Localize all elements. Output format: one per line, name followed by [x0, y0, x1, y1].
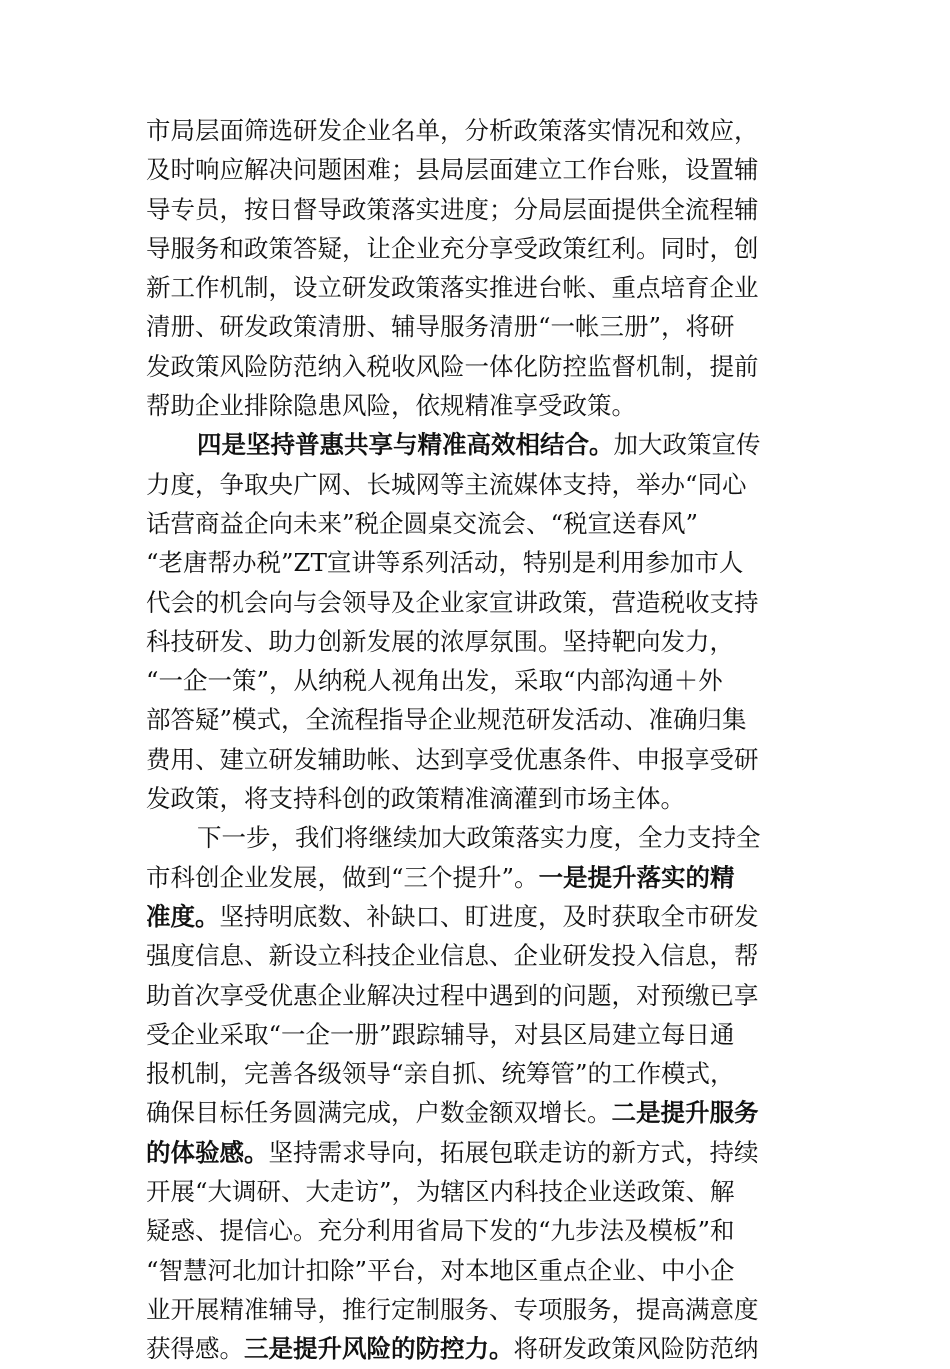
paragraph3-line-5: 助首次享受优惠企业解决过程中遇到的问题，对预缴已享: [146, 980, 759, 1010]
paragraph2-line-1-text: 加大政策宣传: [613, 430, 761, 460]
paragraph3-line-10: 开展“大调研、大走访”，为辖区内科技企业送政策、解: [146, 1177, 735, 1207]
paragraph2-line-8: 部答疑”模式，全流程指导企业规范研发活动、准确归集: [146, 705, 747, 735]
paragraph2-line-5: 代会的机会向与会领导及企业家宣讲政策，营造税收支持: [146, 587, 759, 617]
paragraph3-line-12: “智慧河北加计扣除”平台，对本地区重点企业、中小企: [146, 1255, 735, 1285]
paragraph3-line-6: 受企业采取“一企一册”跟踪辅导，对县区局建立每日通: [146, 1019, 735, 1049]
paragraph3-line-13: 业开展精准辅导，推行定制服务、专项服务，提高满意度: [146, 1294, 759, 1324]
paragraph2-line-2: 力度，争取央广网、长城网等主流媒体支持，举办“同心: [146, 469, 747, 499]
paragraph3-line-2: [146, 858, 806, 897]
paragraph3-line-7: 报机制，完善各级领导“亲自抓、统筹管”的工作模式，: [146, 1059, 735, 1089]
paragraph2-line-6: 科技研发、助力创新发展的浓厚氛围。坚持靶向发力，: [146, 626, 734, 656]
paragraph2-line-1: [146, 425, 806, 464]
paragraph3-line-9: [146, 1133, 806, 1172]
paragraph3-line-3-text: 坚持明底数、补缺口、盯进度，及时获取全市研发: [219, 901, 759, 931]
paragraph1-line-4: 导服务和政策答疑，让企业充分享受政策红利。同时，创: [146, 233, 759, 263]
paragraph3-line-14-rest: 将研发政策风险防范纳: [513, 1334, 759, 1364]
paragraph3-point1-heading-end: 准度。: [146, 901, 220, 931]
paragraph2-line-4: “老唐帮办税”ZT宣讲等系列活动，特别是利用参加市人: [146, 548, 744, 578]
paragraph1-line-5: 新工作机制，设立研发政策落实推进台帐、重点培育企业: [146, 273, 759, 303]
paragraph3-line-2-text: 市科创企业发展，做到“三个提升”。: [146, 862, 539, 892]
paragraph3-line-1: 下一步，我们将继续加大政策落实力度，全力支持全: [197, 823, 761, 853]
paragraph1-line-7: 发政策风险防范纳入税收风险一体化防控监督机制，提前: [146, 351, 759, 381]
paragraph3-point3-heading: 三是提升风险的防控力。: [244, 1334, 514, 1364]
paragraph3-point2-heading-end: 的体验感。: [146, 1137, 269, 1167]
paragraph3-line-8: [146, 1093, 806, 1132]
paragraph3-line-14: [146, 1329, 806, 1368]
paragraph2-line-10: 发政策，将支持科创的政策精准滴灌到市场主体。: [146, 784, 685, 814]
paragraph1-line-3: 导专员，按日督导政策落实进度；分局层面提供全流程辅: [146, 194, 759, 224]
paragraph3-line-14-text: 获得感。: [146, 1334, 244, 1364]
paragraph1-line-1: 市局层面筛选研发企业名单，分析政策落实情况和效应，: [146, 116, 759, 145]
paragraph1-line-6: 清册、研发政策清册、辅导服务清册“一帐三册”，将研: [146, 312, 735, 342]
paragraph3-line-4: 强度信息、新设立科技企业信息、企业研发投入信息，帮: [146, 941, 759, 971]
paragraph3-point1-heading-start: 一是提升落实的精: [538, 862, 735, 892]
paragraph3-line-11: 疑惑、提信心。充分利用省局下发的“九步法及模板”和: [146, 1216, 735, 1246]
paragraph3-line-3: [146, 897, 806, 936]
paragraph2-line-7: “一企一策”，从纳税人视角出发，采取“内部沟通＋外: [146, 666, 723, 696]
paragraph2-line-3: 话营商益企向未来”税企圆桌交流会、“税宣送春风”: [146, 508, 699, 538]
paragraph3-point2-heading-start: 二是提升服务: [611, 1098, 759, 1128]
document-body: [146, 111, 806, 1369]
paragraph3-line-9-text: 坚持需求导向，拓展包联走访的新方式，持续: [268, 1137, 759, 1167]
paragraph3-line-8-text: 确保目标任务圆满完成，户数金额双增长。: [146, 1098, 612, 1128]
paragraph1-line-8: 帮助企业排除隐患风险，依规精准享受政策。: [146, 391, 636, 421]
paragraph1-line-2: 及时响应解决问题困难；县局层面建立工作台账，设置辅: [146, 155, 759, 185]
paragraph2-line-9: 费用、建立研发辅助帐、达到享受优惠条件、申报享受研: [146, 744, 759, 774]
paragraph2-heading: 四是坚持普惠共享与精准高效相结合。: [197, 430, 614, 460]
